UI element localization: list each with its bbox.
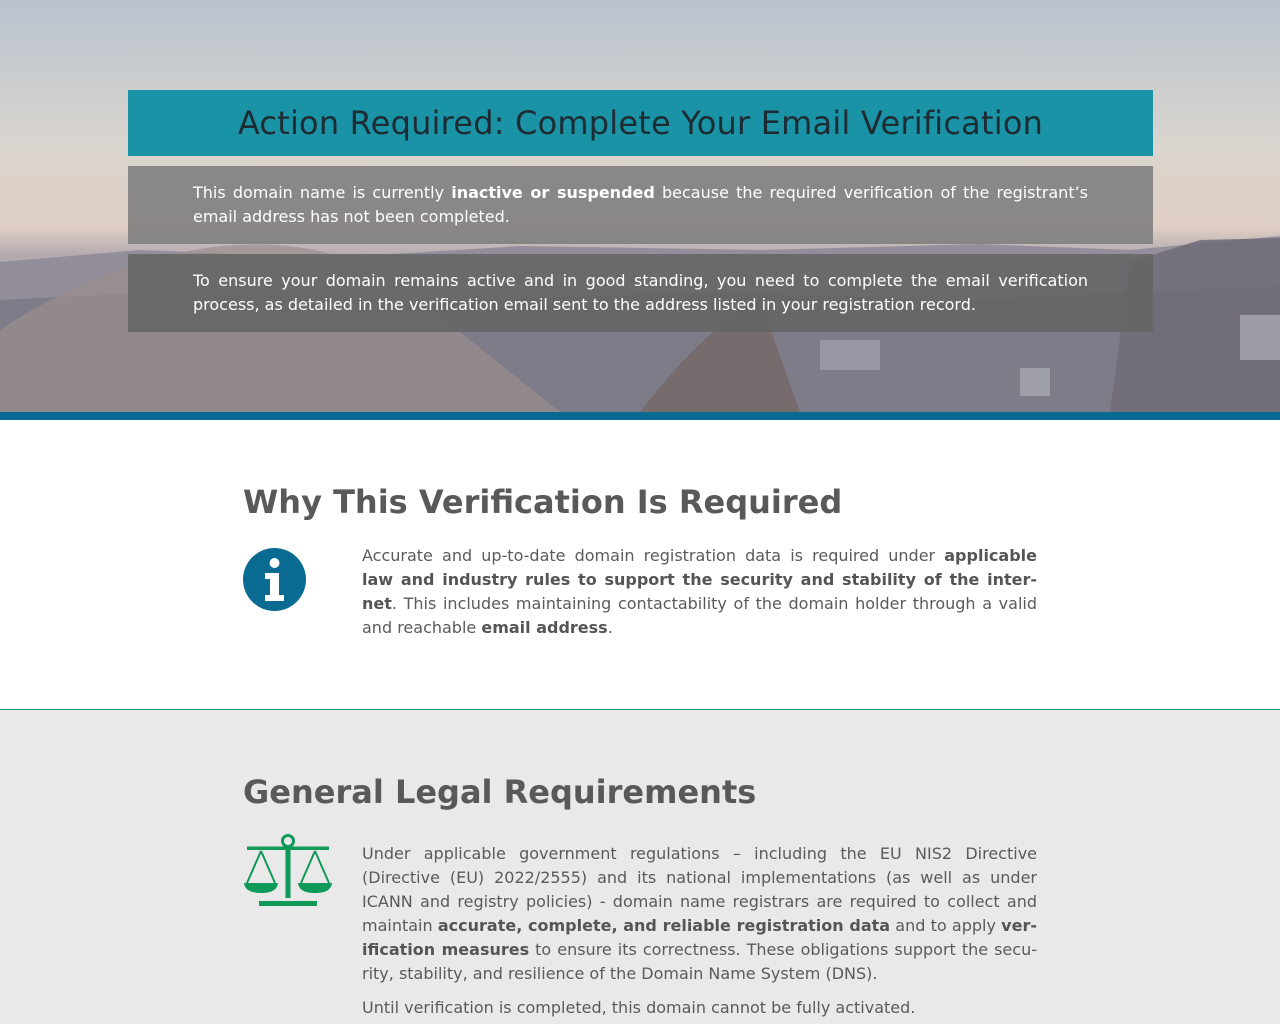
legal-text-3: to ensure its correctness. These obligations support the security, stability, and resilience of the Domain Name System (DNS). (362, 940, 1037, 983)
status-text-emphasis: inactive or suspended (451, 183, 655, 202)
why-bold-1: applicable law and industry rules to support the security and stability of the internet (362, 546, 1037, 613)
status-text-end: because the required verification of the registrant’s email address has not been completed. (193, 183, 1089, 226)
scales-icon (243, 833, 333, 908)
instruction-text: To ensure your domain remains active and in good standing, you need to complete the email verification process, as detailed in the verification email sent to the address listed in your registration record. (193, 271, 1088, 314)
hero-section (0, 0, 1280, 412)
activation-note: Until verification is completed, this domain cannot be fully activated. (362, 998, 916, 1017)
why-section-text (362, 544, 1037, 640)
why-text-3: . (607, 618, 613, 637)
instruction-message (128, 254, 1153, 332)
alert-banner (128, 90, 1153, 156)
legal-text-1: Under applicable government regulations – including the EU NIS2 Directive (Directive (EU) 2022/2555) and its national implementations (as well as under ICANN and registry policies) - domain name registrars are required to collect and maintain (362, 844, 1037, 935)
why-text-1: Accurate and up-to-date domain registration data is required under (362, 546, 945, 565)
legal-bold-2: verification measures (362, 916, 1037, 959)
status-text-start: This domain name is currently (193, 183, 452, 202)
legal-text-2: and to apply (890, 916, 1002, 935)
info-icon (243, 548, 306, 611)
legal-bold-1: accurate, complete, and reliable registration data (437, 916, 891, 935)
status-message (128, 166, 1153, 244)
hero-bottom-border (0, 412, 1280, 420)
why-section-title: Why This Verification Is Required (243, 483, 843, 521)
legal-section (0, 710, 1280, 1024)
why-section (0, 420, 1280, 709)
why-text-2: . This includes maintaining contactability of the domain holder through a valid and reachable (362, 594, 1037, 637)
why-bold-2: email address (481, 618, 608, 637)
legal-section-text (362, 842, 1037, 986)
page-title: Action Required: Complete Your Email Verification (237, 104, 1044, 142)
legal-section-title: General Legal Requirements (243, 773, 757, 811)
